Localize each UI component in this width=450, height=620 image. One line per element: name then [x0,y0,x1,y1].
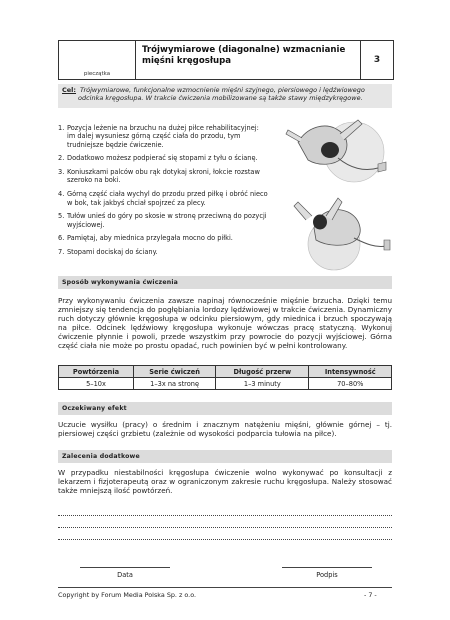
page-number: - 7 - [364,591,377,599]
stamp-field [59,41,136,79]
header-box [58,40,394,80]
table-header-cell: Serie ćwiczeń [133,366,215,378]
step-item: 3. Koniuszkami palców obu rąk dotykaj skroni, łokcie rozstaw szeroko na boki. [58,168,260,185]
section-text-effect: Uczucie wysiłku (pracy) o średnim i znacznym natężeniu mięśni, głównie górnej – tj. piersiowej części grzbietu (zależnie od wysokości podparcia tułowia na piłce). [58,420,392,439]
step-item: 1. Pozycja leżenie na brzuchu na dużej piłce rehabilitacyjnej: im dalej wysuniesz górną część ciała do przodu, tym trudniejsze będzie ćwiczenie. [58,124,259,149]
footer-copyright: Copyright by Forum Media Polska Sp. z o.o. [58,591,197,599]
table-header-row [59,366,392,378]
footer-divider [58,587,392,588]
table-header-cell: Powtórzenia [59,366,134,378]
table-row [59,378,392,390]
table-header-cell: Intensywność [309,366,392,378]
step-item: 2. Dodatkowo możesz podpierać się stopami z tyłu o ścianę. [58,154,258,163]
step-item: 6. Pamiętaj, aby miednica przylegała mocno do piłki. [58,234,233,243]
section-heading-effect: Oczekiwany efekt [58,402,392,415]
exercise-title: Trójwymiarowe (diagonalne) wzmacnianie mięśni kręgosłupa [136,41,361,79]
step-item: 5. Tułów unieś do góry po skosie w stronę przeciwną do pozycji wyjściowej. [58,212,267,229]
note-line[interactable] [58,527,392,528]
goal-label: Cel: [62,86,77,94]
parameters-table [58,365,392,390]
note-line[interactable] [58,539,392,540]
goal-text-line2: odcinka kręgosłupa. W trakcie ćwiczenia mobilizowane są także stawy międzykręgowe. [78,94,363,102]
note-line[interactable] [58,515,392,516]
exercise-number: 3 [373,55,381,65]
table-cell: 1–3 minuty [216,378,309,390]
step-item: 7. Stopami dociskaj do ściany. [58,248,158,257]
goal-box [58,84,392,108]
table-cell: 1–3x na stronę [133,378,215,390]
section-text-recommendations: W przypadku niestabilności kręgosłupa ćwiczenie wolno wykonywać po konsultacji z lekarzem i fizjoterapeutą oraz w ograniczonym zakresie ruchu kręgosłupa. Należy stosować także mniejszą ilość powtórzeń. [58,468,392,496]
exercise-illustration-top [278,112,390,190]
exercise-illustration-bottom [276,192,392,272]
step-item: 4. Górną część ciała wychyl do przodu przed piłkę i obróć nieco w bok, tak jakbyś chciał spojrzeć za plecy. [58,190,268,207]
goal-text-line1: Trójwymiarowe, funkcjonalne wzmocnienie mięśni szyjnego, piersiowego i lędźwiowego [80,86,365,94]
signature-line[interactable] [282,567,372,568]
stamp-label: pieczątka [83,71,111,77]
steps-list [58,124,268,262]
section-text-method: Przy wykonywaniu ćwiczenia zawsze napinaj równocześnie mięśnie brzucha. Dzięki temu zmniejszy się tendencja do pogłębiania lordozy lędźwiowej w trakcie ćwiczenia. Dynamiczny ruch dotyczy głównie kręgosłupa w odcinku piersiowym, gdy miednica i brzuch spoczywają na piłce. Odcinek lędźwiowy kręgosłupa wykonuje wówczas pracę statyczną. Wykonuj ćwiczenie płynnie i powoli, przede wszystkim przy powrocie do pozycji wyjściowej. Górna część ciała nie może po prostu opadać, ruch powinien być w pełni kontrolowany. [58,296,392,351]
section-heading-recommendations: Zalecenia dodatkowe [58,450,392,463]
section-heading-method: Sposób wykonywania ćwiczenia [58,276,392,289]
table-cell: 70–80% [309,378,392,390]
table-header-cell: Długość przerw [216,366,309,378]
table-cell: 5–10x [59,378,134,390]
signature-label: Podpis [316,571,338,579]
date-line[interactable] [80,567,170,568]
date-label: Data [117,571,133,579]
